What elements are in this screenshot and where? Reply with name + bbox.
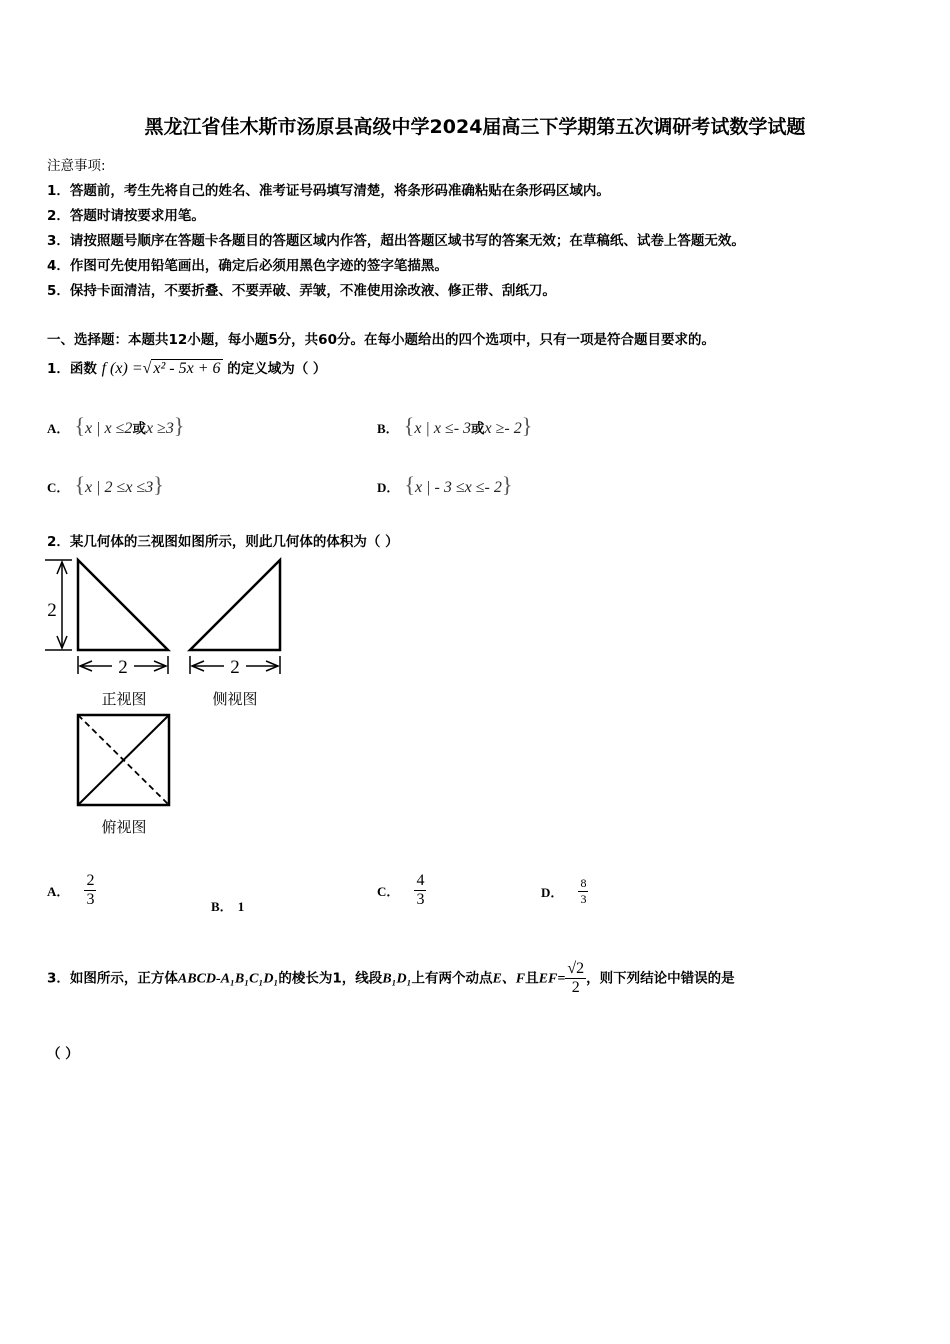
page-title: 黑龙江省佳木斯市汤原县高级中学2024届高三下学期第五次调研考试数学试题 <box>144 116 806 138</box>
q2-option-a[interactable] <box>47 872 96 909</box>
option-fraction: $\frac{8}{3}$ <box>580 876 587 906</box>
caption-side-view: 侧视图 <box>212 690 258 708</box>
option-set: {x | x ≤2 <box>74 413 133 438</box>
sqrt-icon: √ <box>142 360 152 377</box>
notice-item: 4．作图可先使用铅笔画出，确定后必须用黑色字迹的签字笔描黑。 <box>47 258 448 274</box>
option-label: C． <box>47 480 70 495</box>
q3-points: E、F <box>492 971 526 987</box>
option-set: {x | 2 ≤x ≤3} <box>74 472 164 497</box>
q1-option-a[interactable]: A． {x | x ≤2或x ≥3} <box>47 413 185 438</box>
option-label: A． <box>47 421 70 436</box>
q3-paren: （ ） <box>47 1046 79 1062</box>
caption-front-view: 正视图 <box>101 690 147 708</box>
three-view-figure <box>40 556 300 846</box>
caption-top-view: 俯视图 <box>101 818 147 836</box>
q2-option-d[interactable] <box>541 876 588 907</box>
option-fraction: $\frac{4}{3}$ <box>416 872 425 908</box>
set-expression: x ≥3 <box>145 420 174 437</box>
q2-option-b[interactable] <box>211 896 244 915</box>
notice-item: 5．保持卡面清洁，不要折叠、不要弄破、弄皱，不准使用涂改液、修正带、刮纸刀。 <box>47 283 556 299</box>
option-set: {x | x ≤- 3 <box>403 413 472 438</box>
option-set: {x | - 3 ≤x ≤- 2} <box>404 472 513 497</box>
dim-side-label: 2 <box>230 657 240 678</box>
q1-option-b[interactable]: B． {x | x ≤- 3或x ≥- 2} <box>377 413 533 438</box>
notice-item: 3．请按照题号顺序在答题卡各题目的答题区域内作答，超出答题区域书写的答案无效；在草稿纸、试卷上答题无效。 <box>47 233 745 249</box>
q1-radicand: x² - 5x + 6 <box>153 360 221 377</box>
dim-front-label: 2 <box>118 657 128 678</box>
set-expression: x | x ≤2 <box>85 420 133 437</box>
q3-cube: ABCD-A₁B₁C₁D₁ <box>177 971 279 987</box>
set-expression: x ≥- 2 <box>484 420 522 437</box>
q2-option-c[interactable] <box>377 872 426 909</box>
option-label: D． <box>377 480 400 495</box>
question-1-stem <box>47 357 326 378</box>
option-label: D． <box>541 885 564 900</box>
question-3-stem <box>47 960 735 997</box>
q1-option-d[interactable] <box>377 472 512 498</box>
q1-function: f (x) = <box>101 360 143 377</box>
question-2-stem: 2．某几何体的三视图如图所示，则此几何体的体积为（ ） <box>47 534 399 550</box>
front-view-triangle <box>78 560 168 650</box>
section-heading: 一、选择题：本题共12小题，每小题5分，共60分。在每小题给出的四个选项中，只有一项是符合题目要求的。 <box>47 332 715 348</box>
option-label: A． <box>47 884 70 899</box>
option-value: 1 <box>237 899 245 914</box>
or-word: 或 <box>471 421 485 437</box>
set-expression: x | - 3 ≤x ≤- 2 <box>415 479 502 496</box>
option-label: C． <box>377 884 400 899</box>
q1-prefix: 1．函数 <box>47 361 97 377</box>
side-view-triangle <box>190 560 280 650</box>
option-label: B． <box>377 421 399 436</box>
q3-segment: B₁D₁ <box>382 971 412 987</box>
q3-text: 且 <box>525 970 539 987</box>
q1-suffix: 的定义域为（ ） <box>227 361 327 377</box>
q3-ef: EF= <box>538 971 566 987</box>
or-word: 或 <box>132 421 146 437</box>
q3-prefix: 3．如图所示，正方体 <box>47 970 178 987</box>
q3-fraction: $\frac{√2}{2}$ <box>567 960 585 996</box>
notice-item: 1．答题前，考生先将自己的姓名、准考证号码填写清楚，将条形码准确粘贴在条形码区域内。 <box>47 183 610 199</box>
q3-text: 的棱长为1，线段 <box>278 970 383 987</box>
notice-heading: 注意事项: <box>47 158 106 174</box>
q3-suffix: ，则下列结论中错误的是 <box>586 970 735 987</box>
option-label: B． <box>211 899 233 914</box>
option-fraction: $\frac{2}{3}$ <box>86 872 95 908</box>
q3-text: 上有两个动点 <box>411 970 493 987</box>
set-expression: x | 2 ≤x ≤3 <box>85 479 154 496</box>
dim-height-label: 2 <box>47 600 57 621</box>
notice-item: 2．答题时请按要求用笔。 <box>47 208 205 224</box>
q1-option-c[interactable] <box>47 472 164 498</box>
set-expression: x | x ≤- 3 <box>414 420 472 437</box>
